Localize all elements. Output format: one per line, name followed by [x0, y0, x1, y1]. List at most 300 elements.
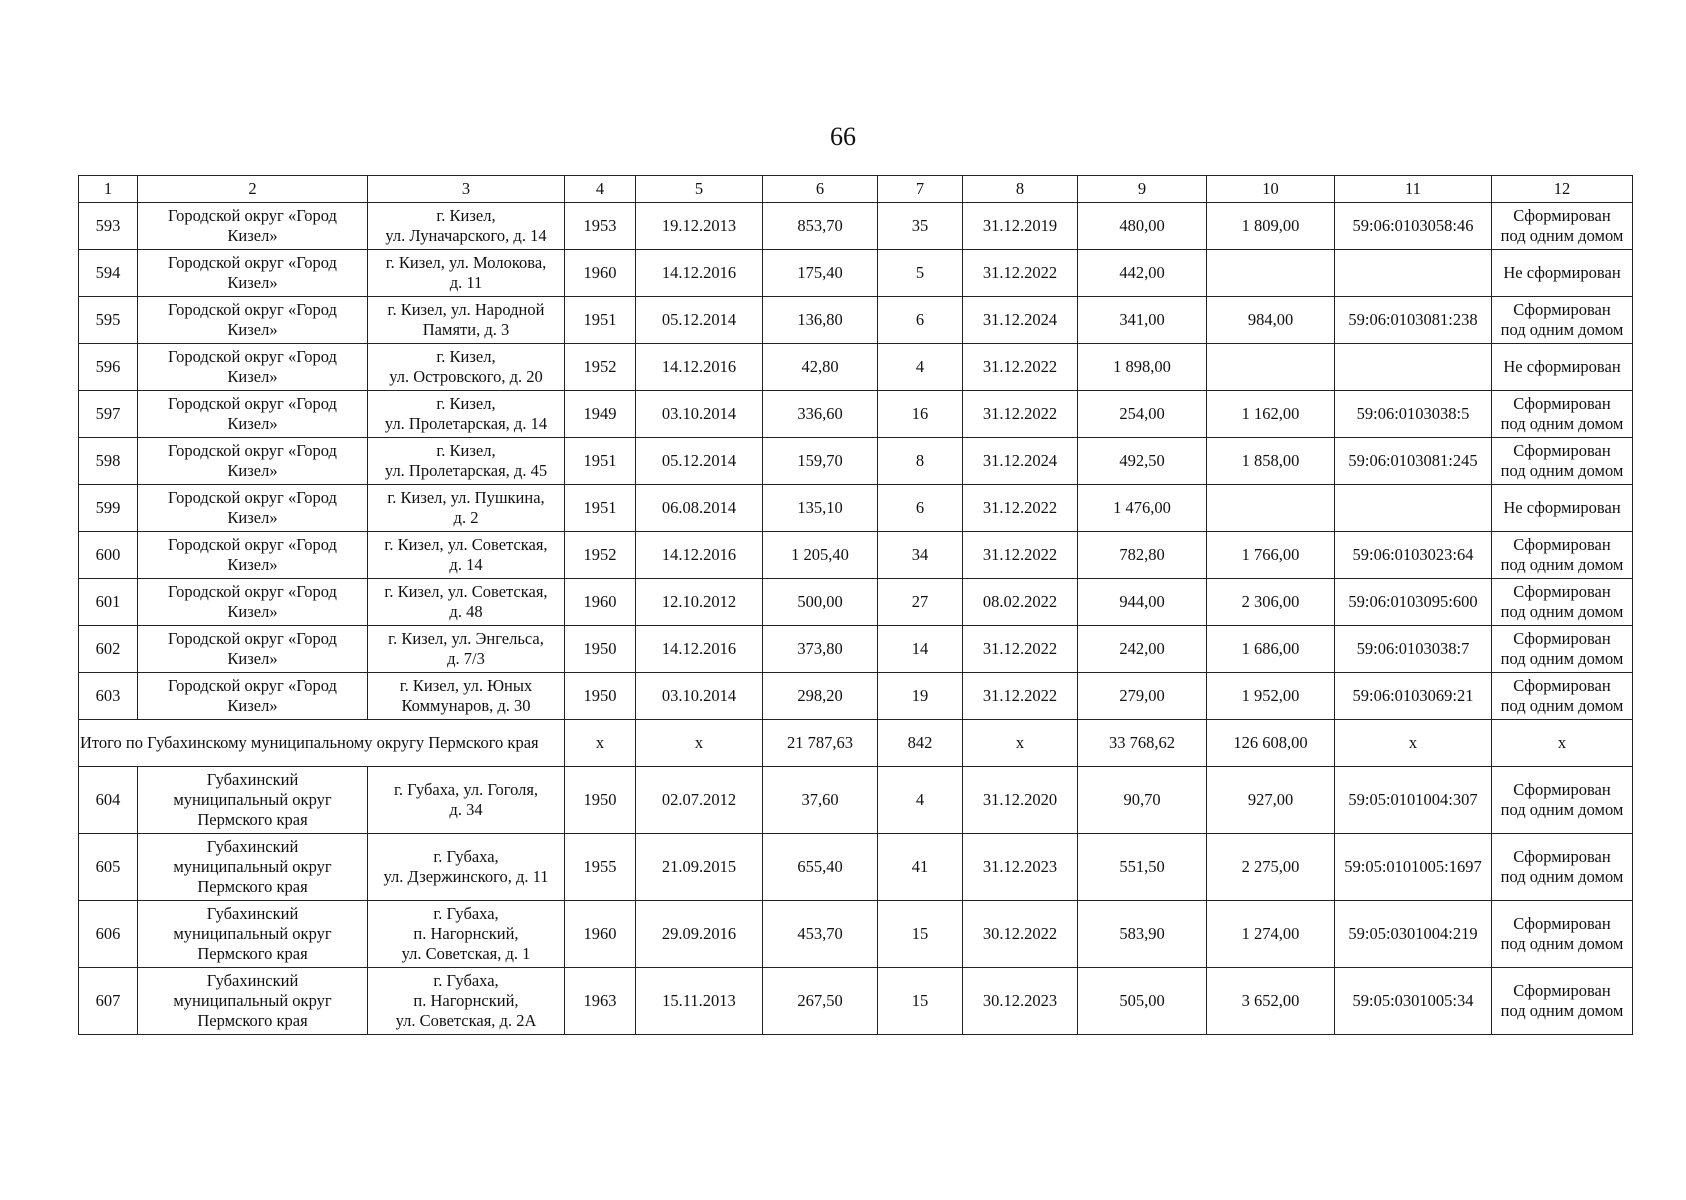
area-cell: 336,60	[763, 391, 878, 438]
address-cell-line: д. 48	[449, 602, 483, 621]
column-number: 11	[1335, 176, 1492, 203]
status-cell-line: Сформирован	[1513, 582, 1611, 601]
deadline-cell: 31.12.2022	[963, 532, 1078, 579]
date-cell: 02.07.2012	[636, 767, 763, 834]
owner-cell-line: Пермского края	[197, 944, 308, 963]
col9-cell: 782,80	[1078, 532, 1207, 579]
owner-cell	[138, 901, 368, 968]
address-cell	[368, 250, 565, 297]
col10-cell: 984,00	[1207, 297, 1335, 344]
owner-cell-line: Кизел»	[227, 555, 278, 574]
owner-cell-line: Городской округ «Город	[168, 253, 337, 272]
address-cell-line: д. 14	[449, 555, 483, 574]
address-cell-line: Коммунаров, д. 30	[401, 696, 531, 715]
col10-cell	[1207, 250, 1335, 297]
status-cell-line: Сформирован	[1513, 629, 1611, 648]
table-row	[79, 626, 1633, 673]
year-cell: 1950	[565, 626, 636, 673]
residents-cell: 14	[878, 626, 963, 673]
deadline-cell: 31.12.2022	[963, 250, 1078, 297]
row-number: 600	[79, 532, 138, 579]
address-cell	[368, 391, 565, 438]
address-cell	[368, 968, 565, 1035]
owner-cell-line: Городской округ «Город	[168, 488, 337, 507]
residents-cell: 15	[878, 901, 963, 968]
owner-cell-line: Кизел»	[227, 508, 278, 527]
table-row	[79, 968, 1633, 1035]
col10-cell: 927,00	[1207, 767, 1335, 834]
year-cell: 1953	[565, 203, 636, 250]
owner-cell	[138, 438, 368, 485]
table-row	[79, 250, 1633, 297]
owner-cell-line: Губахинский	[206, 770, 299, 789]
col10-cell: 1 809,00	[1207, 203, 1335, 250]
status-cell	[1492, 834, 1633, 901]
deadline-cell: 31.12.2022	[963, 626, 1078, 673]
row-number: 603	[79, 673, 138, 720]
status-cell	[1492, 579, 1633, 626]
col9-cell: 1 898,00	[1078, 344, 1207, 391]
year-cell: 1960	[565, 250, 636, 297]
column-number: 5	[636, 176, 763, 203]
owner-cell	[138, 579, 368, 626]
owner-cell-line: Пермского края	[197, 877, 308, 896]
cadastral-cell	[1335, 344, 1492, 391]
status-cell-line: под одним домом	[1500, 696, 1624, 715]
status-cell-line: под одним домом	[1500, 800, 1624, 819]
owner-cell-line: Кизел»	[227, 602, 278, 621]
address-cell-line: г. Кизел, ул. Энгельса,	[388, 629, 544, 648]
year-cell: 1951	[565, 438, 636, 485]
area-cell: 500,00	[763, 579, 878, 626]
address-cell-line: г. Губаха,	[433, 904, 499, 923]
status-cell	[1492, 901, 1633, 968]
date-cell: 19.12.2013	[636, 203, 763, 250]
year-cell: 1949	[565, 391, 636, 438]
col10-cell: 1 858,00	[1207, 438, 1335, 485]
col9-cell: 944,00	[1078, 579, 1207, 626]
status-cell	[1492, 626, 1633, 673]
year-cell: 1963	[565, 968, 636, 1035]
address-cell-line: д. 11	[449, 273, 483, 292]
total-label: Итого по Губахинскому муниципальному округу Пермского края	[79, 720, 565, 767]
status-cell-line: под одним домом	[1500, 414, 1624, 433]
status-cell	[1492, 485, 1633, 532]
address-cell-line: г. Кизел, ул. Советская,	[384, 582, 548, 601]
deadline-cell: 31.12.2022	[963, 673, 1078, 720]
address-cell-line: г. Кизел, ул. Советская,	[384, 535, 548, 554]
owner-cell-line: муниципальный округ	[173, 924, 332, 943]
owner-cell	[138, 767, 368, 834]
col10-cell: 1 162,00	[1207, 391, 1335, 438]
owner-cell	[138, 297, 368, 344]
col9-cell: 242,00	[1078, 626, 1207, 673]
address-cell-line: г. Кизел,	[436, 441, 496, 460]
date-cell: 14.12.2016	[636, 532, 763, 579]
address-cell-line: г. Губаха, ул. Гоголя,	[393, 780, 539, 799]
date-cell: 14.12.2016	[636, 344, 763, 391]
deadline-cell: 31.12.2022	[963, 485, 1078, 532]
date-cell: 05.12.2014	[636, 438, 763, 485]
table-row	[79, 485, 1633, 532]
owner-cell	[138, 626, 368, 673]
address-cell-line: г. Кизел, ул. Народной	[387, 300, 545, 319]
owner-cell-line: Губахинский	[206, 904, 299, 923]
address-cell-line: г. Кизел,	[436, 206, 496, 225]
table-row	[79, 391, 1633, 438]
row-number: 595	[79, 297, 138, 344]
address-cell-line: ул. Советская, д. 2А	[395, 1011, 537, 1030]
deadline-cell: 31.12.2024	[963, 297, 1078, 344]
status-cell-line: под одним домом	[1500, 934, 1624, 953]
date-cell: 03.10.2014	[636, 391, 763, 438]
page-number: 66	[830, 122, 856, 151]
col9-cell: 279,00	[1078, 673, 1207, 720]
status-cell-line: Сформирован	[1513, 676, 1611, 695]
address-cell	[368, 767, 565, 834]
total-c7: 842	[878, 720, 963, 767]
col9-cell: 1 476,00	[1078, 485, 1207, 532]
owner-cell	[138, 485, 368, 532]
status-cell-line: под одним домом	[1500, 867, 1624, 886]
owner-cell-line: Губахинский	[206, 837, 299, 856]
owner-cell-line: Городской округ «Город	[168, 676, 337, 695]
owner-cell-line: Кизел»	[227, 461, 278, 480]
area-cell: 298,20	[763, 673, 878, 720]
owner-cell-line: Городской округ «Город	[168, 300, 337, 319]
col9-cell: 583,90	[1078, 901, 1207, 968]
address-cell	[368, 579, 565, 626]
status-cell	[1492, 344, 1633, 391]
total-c9: 33 768,62	[1078, 720, 1207, 767]
row-number: 594	[79, 250, 138, 297]
col10-cell	[1207, 485, 1335, 532]
date-cell: 21.09.2015	[636, 834, 763, 901]
address-cell	[368, 485, 565, 532]
status-cell-line: Не сформирован	[1503, 263, 1621, 282]
owner-cell-line: Городской округ «Город	[168, 629, 337, 648]
owner-cell-line: Кизел»	[227, 414, 278, 433]
residents-cell: 5	[878, 250, 963, 297]
table-body	[79, 176, 1633, 1035]
owner-cell-line: Городской округ «Город	[168, 206, 337, 225]
owner-cell	[138, 968, 368, 1035]
table-row	[79, 438, 1633, 485]
address-cell-line: д. 2	[453, 508, 479, 527]
year-cell: 1952	[565, 344, 636, 391]
owner-cell	[138, 344, 368, 391]
column-number-row	[79, 176, 1633, 203]
deadline-cell: 31.12.2019	[963, 203, 1078, 250]
date-cell: 14.12.2016	[636, 250, 763, 297]
area-cell: 37,60	[763, 767, 878, 834]
owner-cell-line: Городской округ «Город	[168, 347, 337, 366]
status-cell-line: под одним домом	[1500, 461, 1624, 480]
owner-cell	[138, 834, 368, 901]
address-cell-line: г. Кизел, ул. Пушкина,	[387, 488, 545, 507]
row-number: 601	[79, 579, 138, 626]
residents-cell: 4	[878, 344, 963, 391]
owner-cell-line: Кизел»	[227, 696, 278, 715]
owner-cell	[138, 203, 368, 250]
column-number: 9	[1078, 176, 1207, 203]
deadline-cell: 31.12.2022	[963, 391, 1078, 438]
total-c5: x	[636, 720, 763, 767]
col10-cell: 1 686,00	[1207, 626, 1335, 673]
total-row	[79, 720, 1633, 767]
residents-cell: 6	[878, 297, 963, 344]
total-c8: x	[963, 720, 1078, 767]
address-cell-line: д. 34	[449, 800, 483, 819]
row-number: 607	[79, 968, 138, 1035]
area-cell: 453,70	[763, 901, 878, 968]
address-cell	[368, 297, 565, 344]
status-cell-line: Не сформирован	[1503, 498, 1621, 517]
year-cell: 1951	[565, 297, 636, 344]
area-cell: 42,80	[763, 344, 878, 391]
owner-cell	[138, 673, 368, 720]
address-cell	[368, 532, 565, 579]
col9-cell: 492,50	[1078, 438, 1207, 485]
housing-register-table	[78, 175, 1633, 1035]
status-cell	[1492, 391, 1633, 438]
status-cell	[1492, 203, 1633, 250]
year-cell: 1960	[565, 579, 636, 626]
status-cell	[1492, 250, 1633, 297]
col10-cell: 1 952,00	[1207, 673, 1335, 720]
status-cell-line: Сформирован	[1513, 981, 1611, 1000]
col9-cell: 254,00	[1078, 391, 1207, 438]
col10-cell: 1 766,00	[1207, 532, 1335, 579]
table-row	[79, 203, 1633, 250]
column-number: 2	[138, 176, 368, 203]
cadastral-cell: 59:06:0103058:46	[1335, 203, 1492, 250]
cadastral-cell: 59:06:0103038:5	[1335, 391, 1492, 438]
column-number: 1	[79, 176, 138, 203]
cadastral-cell: 59:06:0103069:21	[1335, 673, 1492, 720]
column-number: 8	[963, 176, 1078, 203]
row-number: 597	[79, 391, 138, 438]
year-cell: 1960	[565, 901, 636, 968]
row-number: 604	[79, 767, 138, 834]
column-number: 12	[1492, 176, 1633, 203]
status-cell-line: Сформирован	[1513, 914, 1611, 933]
residents-cell: 41	[878, 834, 963, 901]
table-row	[79, 767, 1633, 834]
row-number: 598	[79, 438, 138, 485]
owner-cell-line: Кизел»	[227, 273, 278, 292]
deadline-cell: 31.12.2024	[963, 438, 1078, 485]
status-cell	[1492, 438, 1633, 485]
address-cell-line: г. Кизел,	[436, 347, 496, 366]
address-cell	[368, 901, 565, 968]
col10-cell: 2 306,00	[1207, 579, 1335, 626]
residents-cell: 35	[878, 203, 963, 250]
col9-cell: 341,00	[1078, 297, 1207, 344]
row-number: 605	[79, 834, 138, 901]
table-row	[79, 673, 1633, 720]
owner-cell-line: Городской округ «Город	[168, 535, 337, 554]
cadastral-cell: 59:06:0103023:64	[1335, 532, 1492, 579]
total-c11: x	[1335, 720, 1492, 767]
address-cell	[368, 834, 565, 901]
column-number: 4	[565, 176, 636, 203]
table-row	[79, 344, 1633, 391]
address-cell-line: ул. Луначарского, д. 14	[385, 226, 547, 245]
cadastral-cell: 59:06:0103081:238	[1335, 297, 1492, 344]
residents-cell: 27	[878, 579, 963, 626]
col10-cell: 3 652,00	[1207, 968, 1335, 1035]
owner-cell-line: Кизел»	[227, 367, 278, 386]
status-cell-line: Не сформирован	[1503, 357, 1621, 376]
deadline-cell: 31.12.2020	[963, 767, 1078, 834]
row-number: 602	[79, 626, 138, 673]
status-cell-line: Сформирован	[1513, 300, 1611, 319]
cadastral-cell: 59:06:0103081:245	[1335, 438, 1492, 485]
owner-cell	[138, 250, 368, 297]
year-cell: 1952	[565, 532, 636, 579]
cadastral-cell: 59:06:0103038:7	[1335, 626, 1492, 673]
column-number: 7	[878, 176, 963, 203]
address-cell	[368, 626, 565, 673]
table-row	[79, 579, 1633, 626]
area-cell: 655,40	[763, 834, 878, 901]
owner-cell-line: Кизел»	[227, 649, 278, 668]
year-cell: 1951	[565, 485, 636, 532]
residents-cell: 34	[878, 532, 963, 579]
col9-cell: 551,50	[1078, 834, 1207, 901]
address-cell	[368, 673, 565, 720]
date-cell: 05.12.2014	[636, 297, 763, 344]
address-cell-line: Памяти, д. 3	[422, 320, 510, 339]
cadastral-cell: 59:06:0103095:600	[1335, 579, 1492, 626]
area-cell: 159,70	[763, 438, 878, 485]
residents-cell: 6	[878, 485, 963, 532]
owner-cell-line: Губахинский	[206, 971, 299, 990]
area-cell: 175,40	[763, 250, 878, 297]
deadline-cell: 31.12.2023	[963, 834, 1078, 901]
address-cell-line: г. Кизел, ул. Молокова,	[385, 253, 547, 272]
status-cell	[1492, 297, 1633, 344]
year-cell: 1950	[565, 767, 636, 834]
area-cell: 373,80	[763, 626, 878, 673]
col9-cell: 442,00	[1078, 250, 1207, 297]
address-cell-line: ул. Островского, д. 20	[389, 367, 543, 386]
owner-cell-line: Пермского края	[197, 1011, 308, 1030]
cadastral-cell: 59:05:0301005:34	[1335, 968, 1492, 1035]
date-cell: 29.09.2016	[636, 901, 763, 968]
residents-cell: 19	[878, 673, 963, 720]
address-cell-line: п. Нагорнский,	[413, 924, 519, 943]
address-cell-line: д. 7/3	[447, 649, 485, 668]
owner-cell-line: муниципальный округ	[173, 991, 332, 1010]
total-c4: x	[565, 720, 636, 767]
status-cell-line: Сформирован	[1513, 780, 1611, 799]
address-cell-line: г. Кизел, ул. Юных	[399, 676, 533, 695]
status-cell-line: под одним домом	[1500, 320, 1624, 339]
col9-cell: 480,00	[1078, 203, 1207, 250]
address-cell	[368, 344, 565, 391]
col10-cell: 1 274,00	[1207, 901, 1335, 968]
address-cell	[368, 438, 565, 485]
column-number: 6	[763, 176, 878, 203]
area-cell: 267,50	[763, 968, 878, 1035]
row-number: 599	[79, 485, 138, 532]
status-cell-line: Сформирован	[1513, 206, 1611, 225]
area-cell: 853,70	[763, 203, 878, 250]
total-c12: x	[1492, 720, 1633, 767]
cadastral-cell: 59:05:0301004:219	[1335, 901, 1492, 968]
owner-cell-line: Городской округ «Город	[168, 582, 337, 601]
year-cell: 1950	[565, 673, 636, 720]
residents-cell: 8	[878, 438, 963, 485]
owner-cell-line: Кизел»	[227, 320, 278, 339]
address-cell-line: ул. Пролетарская, д. 45	[384, 461, 548, 480]
status-cell	[1492, 968, 1633, 1035]
year-cell: 1955	[565, 834, 636, 901]
total-c10: 126 608,00	[1207, 720, 1335, 767]
status-cell	[1492, 673, 1633, 720]
row-number: 606	[79, 901, 138, 968]
status-cell-line: под одним домом	[1500, 649, 1624, 668]
residents-cell: 4	[878, 767, 963, 834]
address-cell-line: г. Губаха,	[433, 971, 499, 990]
cadastral-cell	[1335, 250, 1492, 297]
owner-cell-line: Кизел»	[227, 226, 278, 245]
col9-cell: 90,70	[1078, 767, 1207, 834]
status-cell-line: Сформирован	[1513, 535, 1611, 554]
date-cell: 03.10.2014	[636, 673, 763, 720]
row-number: 593	[79, 203, 138, 250]
status-cell-line: под одним домом	[1500, 555, 1624, 574]
deadline-cell: 08.02.2022	[963, 579, 1078, 626]
status-cell-line: Сформирован	[1513, 394, 1611, 413]
status-cell	[1492, 532, 1633, 579]
address-cell-line: п. Нагорнский,	[413, 991, 519, 1010]
address-cell-line: г. Кизел,	[436, 394, 496, 413]
status-cell-line: под одним домом	[1500, 602, 1624, 621]
area-cell: 136,80	[763, 297, 878, 344]
row-number: 596	[79, 344, 138, 391]
area-cell: 135,10	[763, 485, 878, 532]
owner-cell-line: Городской округ «Город	[168, 441, 337, 460]
cadastral-cell: 59:05:0101005:1697	[1335, 834, 1492, 901]
date-cell: 14.12.2016	[636, 626, 763, 673]
owner-cell-line: муниципальный округ	[173, 857, 332, 876]
owner-cell-line: Пермского края	[197, 810, 308, 829]
column-number: 3	[368, 176, 565, 203]
status-cell-line: под одним домом	[1500, 1001, 1624, 1020]
cadastral-cell	[1335, 485, 1492, 532]
table-row	[79, 532, 1633, 579]
table-row	[79, 901, 1633, 968]
owner-cell-line: муниципальный округ	[173, 790, 332, 809]
address-cell-line: ул. Советская, д. 1	[401, 944, 531, 963]
address-cell-line: ул. Дзержинского, д. 11	[383, 867, 549, 886]
residents-cell: 15	[878, 968, 963, 1035]
table-row	[79, 297, 1633, 344]
column-number: 10	[1207, 176, 1335, 203]
owner-cell	[138, 532, 368, 579]
area-cell: 1 205,40	[763, 532, 878, 579]
col9-cell: 505,00	[1078, 968, 1207, 1035]
address-cell-line: г. Губаха,	[433, 847, 499, 866]
table-row	[79, 834, 1633, 901]
status-cell-line: под одним домом	[1500, 226, 1624, 245]
date-cell: 12.10.2012	[636, 579, 763, 626]
col10-cell: 2 275,00	[1207, 834, 1335, 901]
date-cell: 15.11.2013	[636, 968, 763, 1035]
